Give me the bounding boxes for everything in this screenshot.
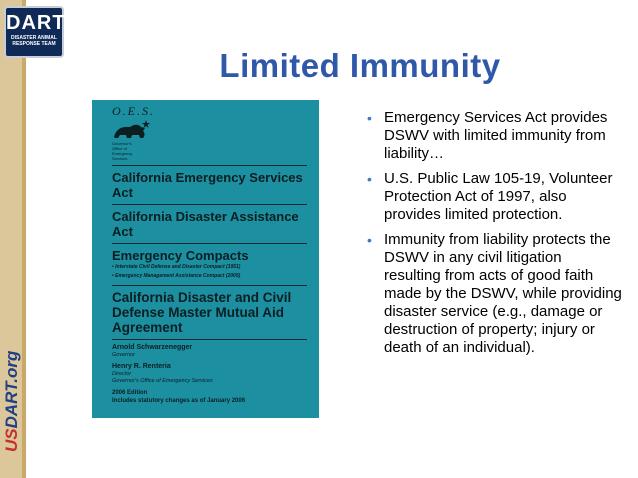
compact-item: • Emergency Management Assistance Compact (2005)	[112, 273, 241, 279]
governor-title: Governor	[112, 352, 135, 358]
logo-sub-line-2: RESPONSE TEAM	[12, 41, 56, 47]
cover-divider	[112, 204, 307, 205]
cover-section-ces-act: California Emergency Services Act	[112, 170, 303, 200]
site-prefix: US	[2, 428, 21, 452]
bullet-item	[367, 170, 622, 224]
oes-label: O.E.S.	[112, 104, 155, 118]
cover-section-cda-act: California Disaster Assistance Act	[112, 209, 299, 239]
director-office: Governor's Office of Emergency Services	[112, 378, 213, 384]
director-title: Director	[112, 371, 132, 377]
cover-section-mutual-aid: California Disaster and Civil Defense Master Mutual Aid Agreement	[112, 290, 292, 335]
logo-word: DART	[6, 12, 66, 34]
slide-title: Limited Immunity	[219, 47, 501, 84]
cover-divider	[112, 339, 307, 340]
bear-seal-icon	[112, 119, 307, 141]
cover-divider	[112, 165, 307, 166]
document-cover-image	[92, 100, 319, 418]
bullet-item	[367, 231, 622, 357]
bullet-text: Immunity from liability protects the DSWV in any civil litigation resulting from acts of good faith made by the DSWV, while providing disaster service (e.g., damage or destruction of property; injury or death of an individual).	[384, 231, 622, 356]
compact-item: • Interstate Civil Defense and Disaster Compact (1951)	[112, 264, 241, 270]
bullet-icon: •	[367, 171, 372, 187]
director-name: Henry R. Renteria	[112, 363, 171, 370]
edition-note: Includes statutory changes as of January 2006	[112, 398, 246, 404]
bullet-list	[367, 109, 622, 364]
bullet-icon: •	[367, 110, 372, 126]
governor-name: Arnold Schwarzenegger	[112, 344, 193, 351]
bullet-item	[367, 109, 622, 163]
bullet-text: Emergency Services Act provides DSWV with limited immunity from liability…	[384, 109, 608, 162]
cover-divider	[112, 285, 307, 286]
oes-subtitle: Governor's Office of Emergency Services	[112, 141, 133, 161]
cover-section-compacts: Emergency Compacts	[112, 248, 249, 263]
edition: 2006 Edition	[112, 390, 148, 396]
bullet-icon: •	[367, 232, 372, 248]
vertical-site-text	[1, 350, 23, 452]
bullet-text: U.S. Public Law 105-19, Volunteer Protection Act of 1997, also provides limited protection.	[384, 170, 613, 223]
cover-divider	[112, 243, 307, 244]
logo-sub-line-1: DISASTER ANIMAL	[11, 35, 57, 41]
site-main: DART.org	[2, 350, 21, 429]
dart-logo	[4, 6, 64, 58]
